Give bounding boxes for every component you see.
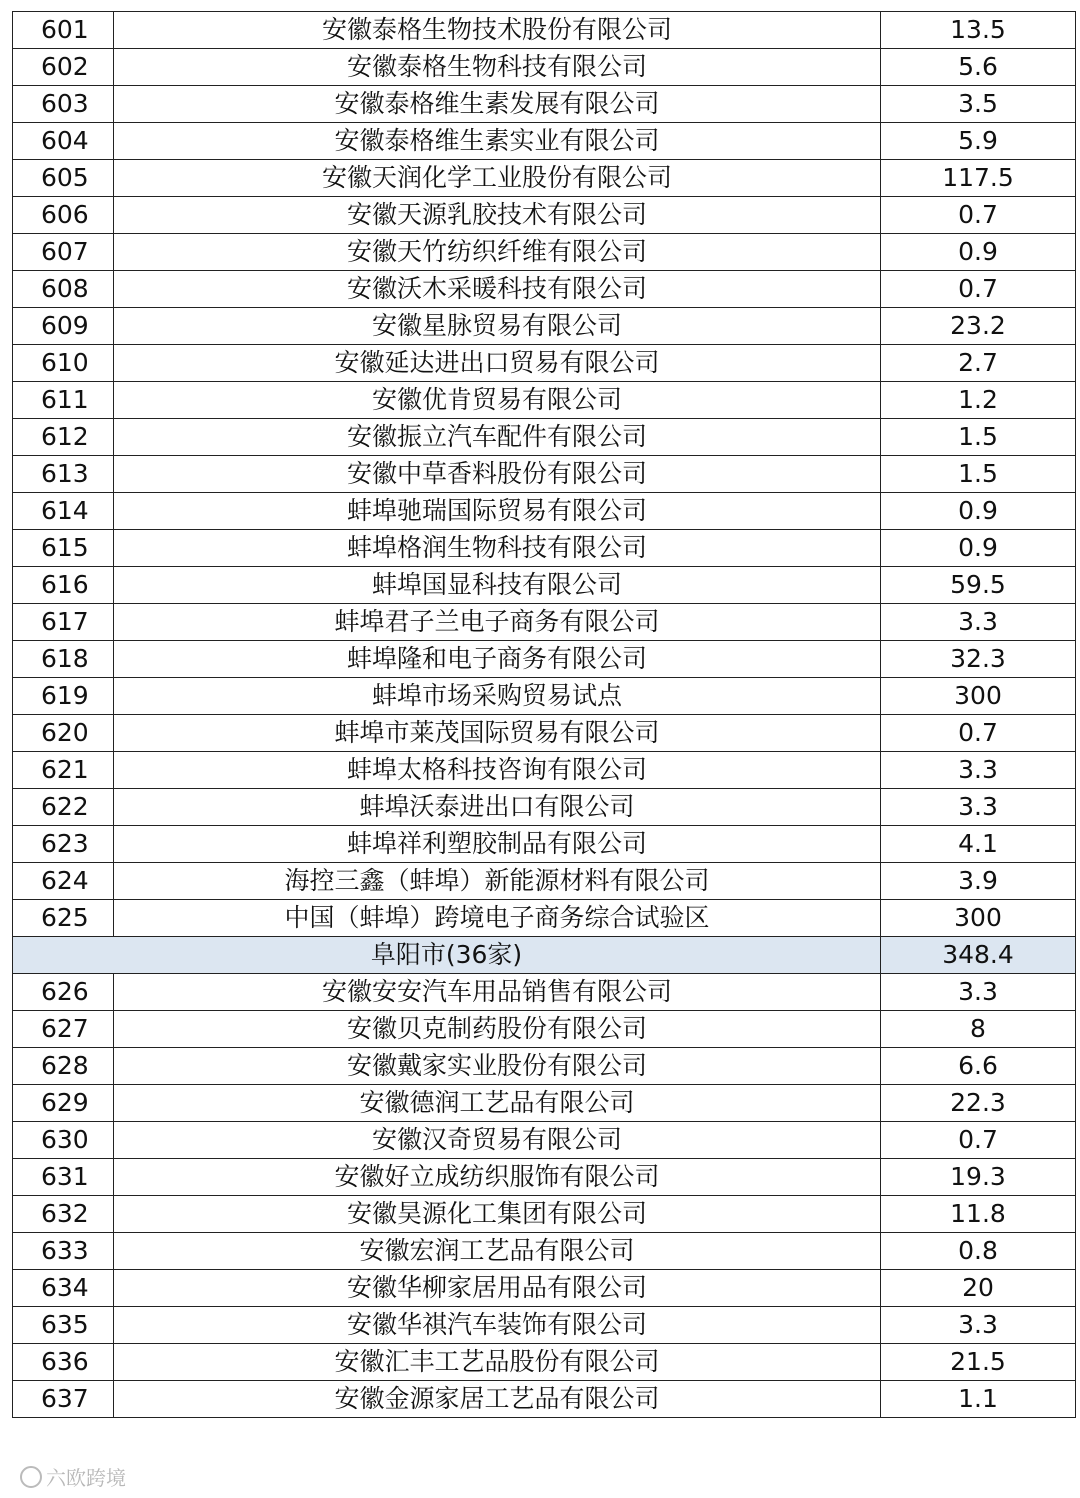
amount-value: 4.1	[881, 826, 1076, 863]
amount-value: 8	[881, 1011, 1076, 1048]
amount-value: 20	[881, 1270, 1076, 1307]
table-row	[13, 1011, 1076, 1048]
amount-value: 3.3	[881, 789, 1076, 826]
row-number: 605	[13, 160, 114, 197]
row-number: 630	[13, 1122, 114, 1159]
row-number: 634	[13, 1270, 114, 1307]
amount-value: 59.5	[881, 567, 1076, 604]
table-row	[13, 49, 1076, 86]
company-name: 安徽昊源化工集团有限公司	[114, 1196, 881, 1233]
amount-value: 0.9	[881, 493, 1076, 530]
company-name: 安徽泰格生物科技有限公司	[114, 49, 881, 86]
table-row	[13, 1233, 1076, 1270]
table-row	[13, 1381, 1076, 1418]
company-name: 蚌埠国显科技有限公司	[114, 567, 881, 604]
table-row	[13, 86, 1076, 123]
watermark-text: 六欧跨境	[46, 1466, 126, 1490]
table-row	[13, 12, 1076, 49]
amount-value: 11.8	[881, 1196, 1076, 1233]
table-row	[13, 752, 1076, 789]
row-number: 621	[13, 752, 114, 789]
row-number: 604	[13, 123, 114, 160]
row-number: 615	[13, 530, 114, 567]
company-name: 安徽好立成纺织服饰有限公司	[114, 1159, 881, 1196]
table-row	[13, 271, 1076, 308]
row-number: 624	[13, 863, 114, 900]
row-number: 625	[13, 900, 114, 937]
company-name: 安徽天竹纺织纤维有限公司	[114, 234, 881, 271]
row-number: 620	[13, 715, 114, 752]
row-number: 606	[13, 197, 114, 234]
company-name: 中国（蚌埠）跨境电子商务综合试验区	[114, 900, 881, 937]
company-name: 安徽华柳家居用品有限公司	[114, 1270, 881, 1307]
row-number: 614	[13, 493, 114, 530]
company-name: 安徽泰格维生素发展有限公司	[114, 86, 881, 123]
company-name: 安徽安安汽车用品销售有限公司	[114, 974, 881, 1011]
company-name: 蚌埠市莱茂国际贸易有限公司	[114, 715, 881, 752]
amount-value: 3.9	[881, 863, 1076, 900]
amount-value: 6.6	[881, 1048, 1076, 1085]
amount-value: 3.3	[881, 604, 1076, 641]
row-number: 633	[13, 1233, 114, 1270]
table-row	[13, 715, 1076, 752]
company-name: 海控三鑫（蚌埠）新能源材料有限公司	[114, 863, 881, 900]
amount-value: 3.3	[881, 752, 1076, 789]
company-name: 安徽贝克制药股份有限公司	[114, 1011, 881, 1048]
amount-value: 1.5	[881, 456, 1076, 493]
company-name: 安徽宏润工艺品有限公司	[114, 1233, 881, 1270]
table-row	[13, 1344, 1076, 1381]
company-name: 蚌埠隆和电子商务有限公司	[114, 641, 881, 678]
company-name: 安徽优肯贸易有限公司	[114, 382, 881, 419]
table-row	[13, 678, 1076, 715]
amount-value: 0.7	[881, 271, 1076, 308]
amount-value: 21.5	[881, 1344, 1076, 1381]
company-name: 安徽金源家居工艺品有限公司	[114, 1381, 881, 1418]
table-row	[13, 493, 1076, 530]
table-row	[13, 1270, 1076, 1307]
row-number: 608	[13, 271, 114, 308]
company-name: 安徽天润化学工业股份有限公司	[114, 160, 881, 197]
amount-value: 0.7	[881, 715, 1076, 752]
table-row	[13, 789, 1076, 826]
table-row	[13, 641, 1076, 678]
table-row	[13, 234, 1076, 271]
row-number: 610	[13, 345, 114, 382]
row-number: 631	[13, 1159, 114, 1196]
row-number: 637	[13, 1381, 114, 1418]
company-name: 安徽天源乳胶技术有限公司	[114, 197, 881, 234]
table-row	[13, 123, 1076, 160]
row-number: 602	[13, 49, 114, 86]
amount-value: 0.7	[881, 197, 1076, 234]
company-name: 安徽华祺汽车装饰有限公司	[114, 1307, 881, 1344]
row-number: 636	[13, 1344, 114, 1381]
company-table-body	[13, 12, 1076, 1418]
table-row	[13, 1307, 1076, 1344]
row-number: 609	[13, 308, 114, 345]
table-row	[13, 197, 1076, 234]
company-name: 安徽德润工艺品有限公司	[114, 1085, 881, 1122]
table-row	[13, 1159, 1076, 1196]
region-name: 阜阳市(36家)	[13, 937, 881, 974]
amount-value: 0.9	[881, 530, 1076, 567]
amount-value: 1.2	[881, 382, 1076, 419]
amount-value: 300	[881, 678, 1076, 715]
amount-value: 2.7	[881, 345, 1076, 382]
table-row	[13, 382, 1076, 419]
table-row	[13, 419, 1076, 456]
amount-value: 3.5	[881, 86, 1076, 123]
row-number: 613	[13, 456, 114, 493]
row-number: 603	[13, 86, 114, 123]
table-row	[13, 604, 1076, 641]
amount-value: 300	[881, 900, 1076, 937]
company-name: 蚌埠格润生物科技有限公司	[114, 530, 881, 567]
region-header-row	[13, 937, 1076, 974]
company-name: 蚌埠太格科技咨询有限公司	[114, 752, 881, 789]
table-row	[13, 1085, 1076, 1122]
amount-value: 3.3	[881, 974, 1076, 1011]
amount-value: 0.8	[881, 1233, 1076, 1270]
amount-value: 5.6	[881, 49, 1076, 86]
amount-value: 19.3	[881, 1159, 1076, 1196]
table-row	[13, 826, 1076, 863]
amount-value: 22.3	[881, 1085, 1076, 1122]
row-number: 601	[13, 12, 114, 49]
region-total: 348.4	[881, 937, 1076, 974]
company-name: 蚌埠祥利塑胶制品有限公司	[114, 826, 881, 863]
watermark	[20, 1466, 126, 1490]
company-name: 安徽振立汽车配件有限公司	[114, 419, 881, 456]
watermark-logo-icon	[20, 1466, 42, 1488]
table-row	[13, 1196, 1076, 1233]
table-row	[13, 974, 1076, 1011]
amount-value: 0.9	[881, 234, 1076, 271]
amount-value: 1.1	[881, 1381, 1076, 1418]
row-number: 612	[13, 419, 114, 456]
company-name: 安徽汉奇贸易有限公司	[114, 1122, 881, 1159]
company-name: 安徽中草香料股份有限公司	[114, 456, 881, 493]
row-number: 623	[13, 826, 114, 863]
row-number: 635	[13, 1307, 114, 1344]
company-name: 安徽星脉贸易有限公司	[114, 308, 881, 345]
amount-value: 3.3	[881, 1307, 1076, 1344]
company-name: 安徽汇丰工艺品股份有限公司	[114, 1344, 881, 1381]
table-row	[13, 863, 1076, 900]
company-name: 安徽泰格维生素实业有限公司	[114, 123, 881, 160]
row-number: 618	[13, 641, 114, 678]
table-row	[13, 1048, 1076, 1085]
row-number: 619	[13, 678, 114, 715]
company-name: 安徽戴家实业股份有限公司	[114, 1048, 881, 1085]
table-row	[13, 345, 1076, 382]
table-row	[13, 160, 1076, 197]
row-number: 632	[13, 1196, 114, 1233]
amount-value: 117.5	[881, 160, 1076, 197]
row-number: 607	[13, 234, 114, 271]
company-name: 蚌埠驰瑞国际贸易有限公司	[114, 493, 881, 530]
row-number: 616	[13, 567, 114, 604]
company-name: 蚌埠君子兰电子商务有限公司	[114, 604, 881, 641]
row-number: 628	[13, 1048, 114, 1085]
table-row	[13, 308, 1076, 345]
row-number: 629	[13, 1085, 114, 1122]
table-row	[13, 530, 1076, 567]
table-row	[13, 900, 1076, 937]
table-row	[13, 1122, 1076, 1159]
amount-value: 0.7	[881, 1122, 1076, 1159]
company-name: 蚌埠沃泰进出口有限公司	[114, 789, 881, 826]
amount-value: 32.3	[881, 641, 1076, 678]
amount-value: 5.9	[881, 123, 1076, 160]
company-name: 安徽泰格生物技术股份有限公司	[114, 12, 881, 49]
table-row	[13, 456, 1076, 493]
amount-value: 13.5	[881, 12, 1076, 49]
amount-value: 23.2	[881, 308, 1076, 345]
table-row	[13, 567, 1076, 604]
row-number: 626	[13, 974, 114, 1011]
company-name: 安徽延达进出口贸易有限公司	[114, 345, 881, 382]
company-table	[12, 11, 1076, 1418]
row-number: 617	[13, 604, 114, 641]
company-name: 安徽沃木采暖科技有限公司	[114, 271, 881, 308]
row-number: 611	[13, 382, 114, 419]
company-name: 蚌埠市场采购贸易试点	[114, 678, 881, 715]
row-number: 627	[13, 1011, 114, 1048]
row-number: 622	[13, 789, 114, 826]
amount-value: 1.5	[881, 419, 1076, 456]
